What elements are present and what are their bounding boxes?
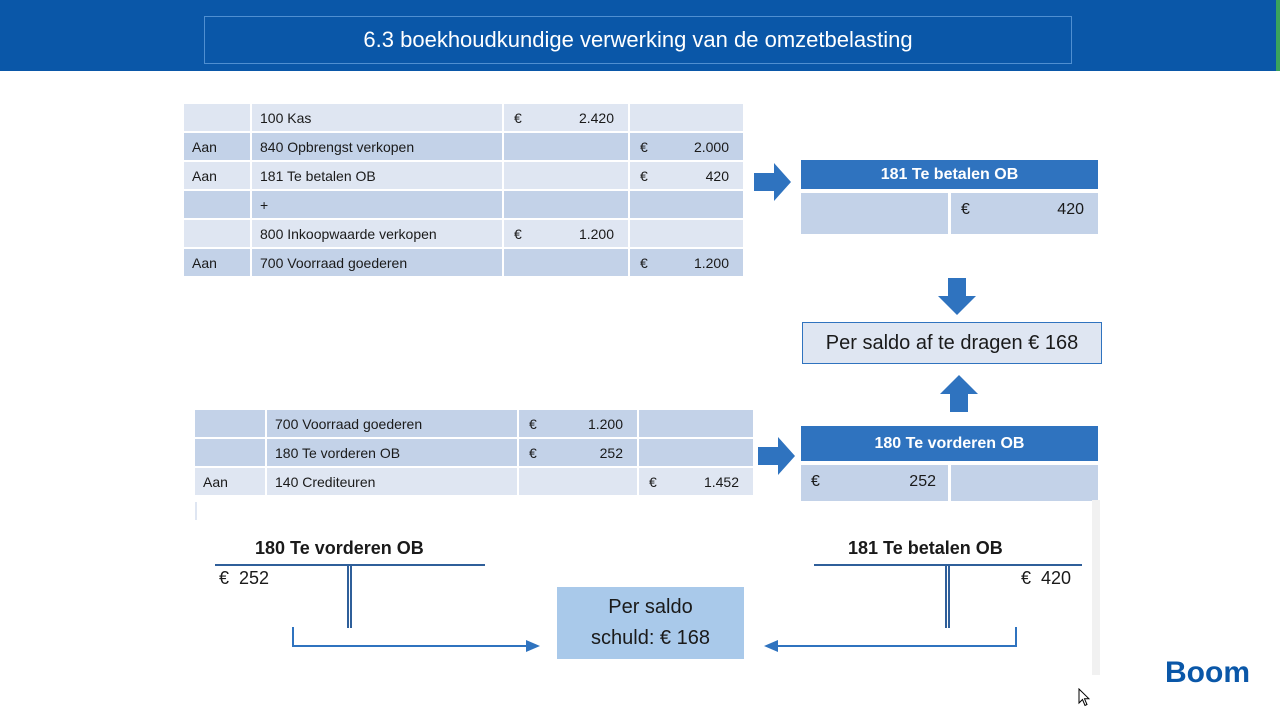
journal-debit [504, 191, 628, 218]
journal-debit [519, 468, 637, 495]
ledger-181-credit [951, 193, 1098, 234]
journal-credit [630, 191, 743, 218]
arrowhead-left-icon [764, 640, 778, 652]
arrow-right-icon [758, 437, 796, 475]
amount: 1.200 [693, 254, 729, 271]
flow-line-left-horizontal [292, 645, 528, 647]
currency-symbol: € [514, 225, 522, 242]
journal-pre: Aan [184, 162, 250, 189]
journal-account: 800 Inkoopwaarde verkopen [252, 220, 502, 247]
journal-credit [630, 220, 743, 247]
journal-pre: Aan [195, 468, 265, 495]
journal-credit [630, 133, 743, 160]
header-bar [0, 0, 1280, 71]
currency-symbol: € [649, 473, 657, 490]
journal-row [184, 249, 743, 276]
currency-symbol: € [529, 415, 537, 432]
amount: 1.452 [703, 473, 739, 490]
amount: 252 [909, 473, 936, 490]
saldo-af-te-dragen: Per saldo af te dragen € 168 [802, 322, 1102, 364]
currency-symbol: € [961, 201, 970, 218]
amount: 2.420 [578, 109, 614, 126]
journal-row [195, 410, 753, 437]
currency-symbol: € [514, 109, 522, 126]
panel-shadow [1092, 500, 1100, 675]
journal-pre [184, 220, 250, 247]
journal-debit [504, 104, 628, 131]
journal-row [195, 439, 753, 466]
amount: 252 [599, 444, 623, 461]
journal-pre: Aan [184, 249, 250, 276]
amount: 1.200 [578, 225, 614, 242]
currency-symbol: € [640, 138, 648, 155]
journal-credit [630, 104, 743, 131]
journal-account: 840 Opbrengst verkopen [252, 133, 502, 160]
boom-logo: Boom [1165, 656, 1250, 689]
journal-debit [504, 220, 628, 247]
journal-account: 100 Kas [252, 104, 502, 131]
taccount-180-title: 180 Te vorderen OB [255, 538, 424, 558]
journal-debit [504, 133, 628, 160]
journal-row [195, 468, 753, 495]
amount: 2.000 [693, 138, 729, 155]
journal-account: 180 Te vorderen OB [267, 439, 517, 466]
slide-title: 6.3 boekhoudkundige verwerking van de omzetbelasting [204, 16, 1072, 64]
flow-line-right-horizontal [777, 645, 1017, 647]
amount: 420 [705, 167, 729, 184]
journal-credit [630, 162, 743, 189]
amount: 420 [1057, 201, 1084, 218]
taccount-181-title: 181 Te betalen OB [848, 538, 1003, 558]
journal-row [184, 133, 743, 160]
flow-line-right-vertical [1015, 627, 1017, 647]
ledger-181-debit [801, 193, 948, 234]
journal-debit [504, 162, 628, 189]
journal-row [184, 191, 743, 218]
result-box [557, 587, 744, 659]
journal-row [184, 220, 743, 247]
journal-pre [184, 104, 250, 131]
ledger-180-header: 180 Te vorderen OB [801, 426, 1098, 461]
arrow-down-icon [938, 278, 976, 316]
journal-account: 700 Voorraad goederen [267, 410, 517, 437]
amount: 1.200 [587, 415, 623, 432]
journal-row [184, 162, 743, 189]
arrowhead-right-icon [526, 640, 540, 652]
journal-credit [639, 439, 753, 466]
journal-debit [519, 439, 637, 466]
journal-account: + [252, 191, 502, 218]
ledger-180-debit [801, 465, 948, 501]
flow-line-left-vertical [292, 627, 294, 647]
arrow-right-icon [754, 163, 792, 201]
journal-pre [184, 191, 250, 218]
currency-symbol: € [529, 444, 537, 461]
journal-row [184, 104, 743, 131]
ledger-180-credit [951, 465, 1098, 501]
taccount-180-value: € 252 [219, 568, 270, 588]
result-line-2: schuld: € 168 [591, 627, 710, 649]
ledger-181-header: 181 Te betalen OB [801, 160, 1098, 189]
journal-entry-purchase [193, 408, 755, 497]
result-line-1: Per saldo [608, 596, 693, 618]
journal-pre: Aan [184, 133, 250, 160]
journal-pre [195, 410, 265, 437]
table-border-line [195, 502, 197, 520]
journal-debit [519, 410, 637, 437]
currency-symbol: € [640, 254, 648, 271]
journal-credit [639, 468, 753, 495]
journal-entry-sales [182, 102, 745, 278]
mouse-cursor-icon [1078, 688, 1090, 707]
taccount-181-value: € 420 [1021, 568, 1072, 588]
journal-account: 140 Crediteuren [267, 468, 517, 495]
arrow-up-icon [940, 375, 978, 413]
taccount-181-divider [945, 566, 950, 628]
taccount-180-divider [347, 566, 352, 628]
journal-account: 700 Voorraad goederen [252, 249, 502, 276]
window-edge [1276, 0, 1280, 71]
currency-symbol: € [811, 473, 820, 490]
journal-credit [639, 410, 753, 437]
currency-symbol: € [640, 167, 648, 184]
journal-account: 181 Te betalen OB [252, 162, 502, 189]
journal-credit [630, 249, 743, 276]
journal-pre [195, 439, 265, 466]
journal-debit [504, 249, 628, 276]
